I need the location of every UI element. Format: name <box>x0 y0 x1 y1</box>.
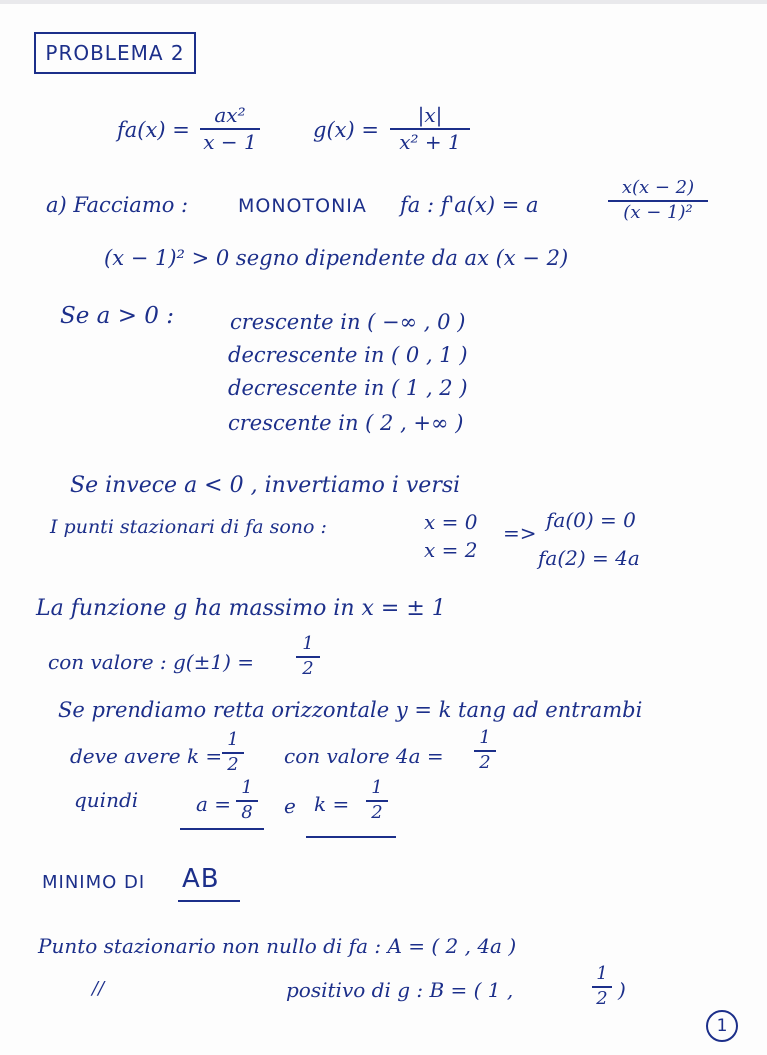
f-definition-lhs: fa(x) = <box>117 118 190 142</box>
ab-underline <box>178 900 240 902</box>
case-a-positive: Se a > 0 : <box>60 303 174 329</box>
fraction-denominator: 2 <box>227 753 239 775</box>
fraction-denominator: 8 <box>241 801 253 823</box>
fraction-numerator: 1 <box>596 963 608 984</box>
fraction-denominator: 2 <box>479 751 491 773</box>
point-b-line: positivo di g : B = ( 1 , <box>286 978 514 1002</box>
g-numerator: |x| <box>417 103 443 127</box>
problem-title: PROBLEMA 2 <box>34 32 196 74</box>
point-a-line: Punto stazionario non nullo di fa : A = ( 2 , 4a ) <box>38 934 517 958</box>
g-maximum-line: La funzione g ha massimo in x = ± 1 <box>36 596 446 621</box>
fraction-denominator: 2 <box>596 987 608 1009</box>
fraction-numerator: 1 <box>227 729 239 750</box>
point-b-close: ) <box>618 978 626 1002</box>
derivative-fraction <box>608 178 708 223</box>
g-definition-fraction <box>390 104 470 154</box>
ditto-mark: // <box>92 978 105 999</box>
k-result-underline <box>306 836 396 838</box>
minimo-heading-ab: AB <box>182 864 220 894</box>
stationary-value-2: fa(2) = 4a <box>538 546 640 570</box>
g-definition-lhs: g(x) = <box>313 118 379 142</box>
quindi-label: quindi <box>74 788 139 812</box>
stationary-x2: x = 2 <box>424 538 478 562</box>
f-denominator: x − 1 <box>203 130 257 154</box>
a-result-underline <box>180 828 264 830</box>
interval-2: decrescente in ( 0 , 1 ) <box>228 343 468 367</box>
fraction-numerator: 1 <box>479 727 491 748</box>
part-a-intro: a) Facciamo : <box>46 193 189 217</box>
four-a-fraction <box>474 728 496 773</box>
f-definition-fraction <box>200 104 260 154</box>
interval-3: decrescente in ( 1 , 2 ) <box>228 376 468 400</box>
page-top-edge <box>0 0 767 4</box>
monotonia-label: MONOTONIA <box>238 195 367 217</box>
and-label: e <box>284 794 296 818</box>
fraction-denominator: 2 <box>302 657 314 679</box>
tangent-line-1: Se prendiamo retta orizzontale y = k tang ad entrambi <box>58 698 643 722</box>
derivative-lhs: fa : f'a(x) = a <box>400 193 539 217</box>
g-denominator: x² + 1 <box>399 130 461 154</box>
derivative-denominator: (x − 1)² <box>623 201 693 223</box>
interval-1: crescente in ( −∞ , 0 ) <box>230 310 466 334</box>
g-maximum-value-prefix: con valore : g(±1) = <box>48 650 254 674</box>
k-result-prefix: k = <box>314 792 350 816</box>
a-result-fraction <box>236 778 258 823</box>
f-numerator: ax² <box>214 103 246 127</box>
tangent-line-2-prefix: deve avere k = <box>70 744 223 768</box>
fraction-numerator: 1 <box>371 777 383 798</box>
a-result-prefix: a = <box>196 792 232 816</box>
stationary-value-0: fa(0) = 0 <box>546 508 636 532</box>
g-maximum-value-fraction <box>296 634 320 679</box>
case-a-negative: Se invece a < 0 , invertiamo i versi <box>70 473 461 498</box>
fraction-numerator: 1 <box>241 777 253 798</box>
point-b-fraction <box>592 964 612 1009</box>
derivative-numerator: x(x − 2) <box>621 177 695 198</box>
minimo-heading: MINIMO DI <box>42 872 146 893</box>
tangent-line-2-mid: con valore 4a = <box>284 744 444 768</box>
sign-analysis-line: (x − 1)² > 0 segno dipendente da ax (x − 2) <box>104 246 569 270</box>
stationary-points-intro: I punti stazionari di fa sono : <box>50 516 327 538</box>
implies-arrow: => <box>503 521 537 545</box>
k-result-fraction <box>366 778 388 823</box>
interval-4: crescente in ( 2 , +∞ ) <box>228 411 464 435</box>
fraction-numerator: 1 <box>302 633 314 654</box>
stationary-x0: x = 0 <box>424 510 478 534</box>
page-number: 1 <box>706 1010 738 1042</box>
fraction-denominator: 2 <box>371 801 383 823</box>
k-fraction <box>222 730 244 775</box>
